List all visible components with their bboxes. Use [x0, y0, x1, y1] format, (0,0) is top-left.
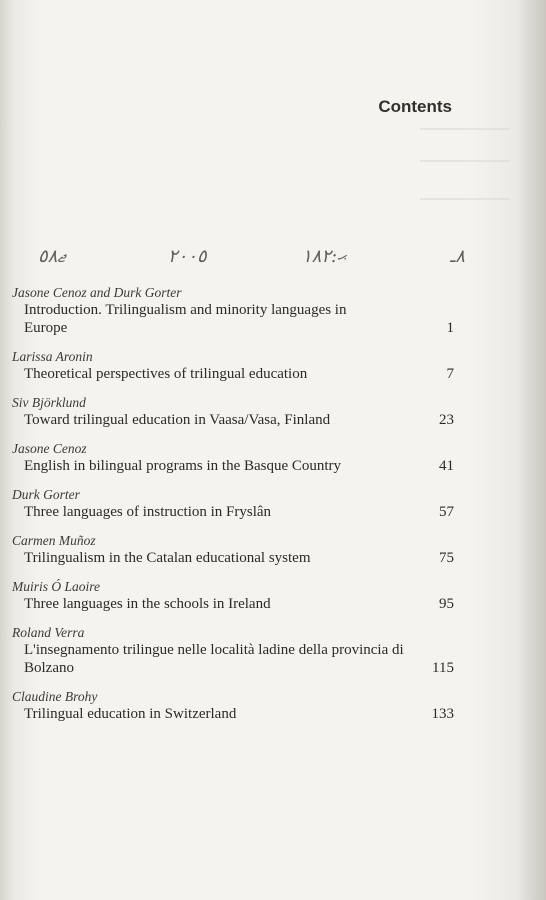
toc-entry[interactable]	[12, 441, 454, 475]
entry-page-number: 57	[439, 504, 454, 520]
entry-author: Jasone Cenoz and Durk Gorter	[12, 285, 182, 300]
entry-page-number: 23	[439, 412, 454, 428]
table-of-contents	[12, 285, 454, 735]
entry-title: Three languages in the schools in Ireland	[24, 596, 271, 612]
entry-title: Three languages of instruction in Fryslân	[24, 504, 272, 520]
toc-entry[interactable]	[12, 625, 454, 677]
toc-entry[interactable]	[12, 487, 454, 521]
toc-entry[interactable]	[12, 349, 454, 383]
entry-author: Jasone Cenoz	[12, 441, 87, 456]
entry-title: L'insegnamento trilingue nelle località ladine della provincia di Bolzano	[24, 642, 404, 676]
entry-page-number: 41	[439, 458, 454, 474]
page-title: Contents	[378, 97, 452, 116]
entry-author: Siv Björklund	[12, 395, 86, 410]
toc-entry[interactable]	[12, 395, 454, 429]
entry-title: Theoretical perspectives of trilingual education	[24, 366, 308, 382]
entry-author: Claudine Brohy	[12, 689, 98, 704]
toc-entry[interactable]	[12, 579, 454, 613]
handwritten-note: ޙ:١٨٢	[302, 246, 346, 267]
entry-page-number: 1	[446, 320, 454, 336]
entry-page-number: 133	[431, 706, 454, 722]
bleed-through	[420, 160, 510, 162]
entry-author: Larissa Aronin	[12, 349, 93, 364]
toc-entry[interactable]	[12, 689, 454, 723]
entry-title: English in bilingual programs in the Basque Country	[24, 458, 342, 474]
handwritten-note: ޖ٥٨	[38, 246, 66, 267]
entry-page-number: 75	[439, 550, 454, 566]
entry-page-number: 95	[439, 596, 454, 612]
entry-title: Trilingualism in the Catalan educational system	[24, 550, 311, 566]
toc-entry[interactable]	[12, 533, 454, 567]
handwritten-note: ٢٠٠٥	[168, 246, 207, 267]
entry-author: Roland Verra	[12, 625, 85, 640]
entry-title: Trilingual education in Switzerland	[24, 706, 237, 722]
bleed-through	[420, 128, 510, 130]
entry-page-number: 7	[446, 366, 454, 382]
entry-page-number: 115	[432, 660, 454, 676]
entry-title: Introduction. Trilingualism and minority languages in Europe	[24, 302, 347, 336]
entry-author: Muiris Ó Laoire	[12, 579, 101, 594]
entry-author: Carmen Muñoz	[12, 533, 96, 548]
handwritten-note: ٨ـ	[450, 246, 465, 267]
entry-title: Toward trilingual education in Vaasa/Vasa, Finland	[24, 412, 331, 428]
bleed-through	[420, 198, 510, 200]
toc-entry[interactable]	[12, 285, 454, 337]
entry-author: Durk Gorter	[12, 487, 80, 502]
